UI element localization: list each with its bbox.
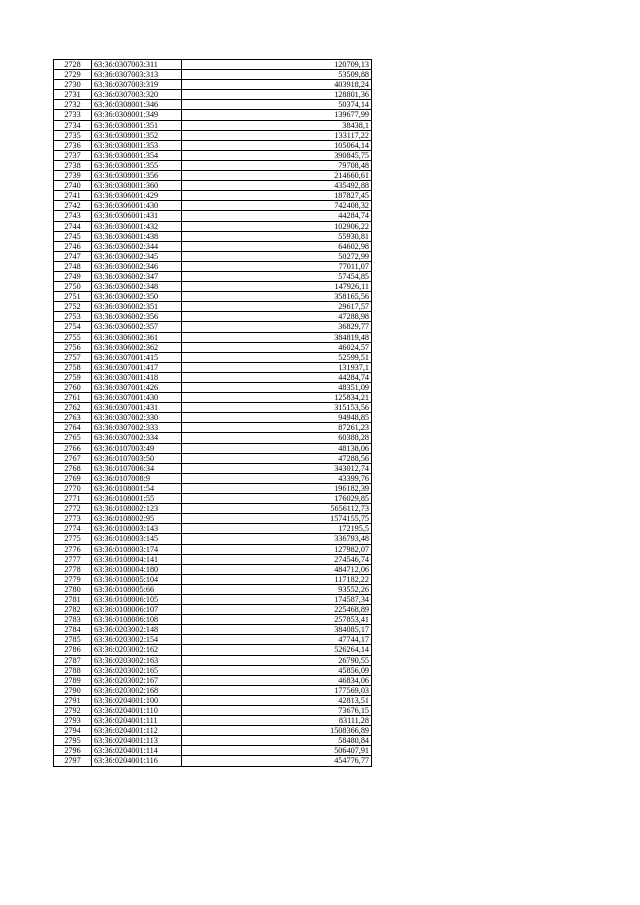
cadastral-value-cell: 102906,22 (182, 221, 372, 231)
table-row (54, 171, 372, 181)
table-row (54, 90, 372, 100)
row-number-cell: 2754 (54, 322, 92, 332)
cadastral-value-cell: 57454,85 (182, 271, 372, 281)
cadastral-value-cell: 526264,14 (182, 645, 372, 655)
row-number-cell: 2780 (54, 584, 92, 594)
cadastral-value-cell: 44284,74 (182, 372, 372, 382)
cadastral-number-cell: 63:36:0108003:143 (92, 524, 182, 534)
cadastral-value-cell: 73676,15 (182, 706, 372, 716)
cadastral-number-cell: 63:36:0308001:360 (92, 181, 182, 191)
cadastral-value-cell: 46834,06 (182, 675, 372, 685)
table-row (54, 726, 372, 736)
cadastral-number-cell: 63:36:0204001:116 (92, 756, 182, 766)
table-row (54, 716, 372, 726)
cadastral-value-cell: 139677,99 (182, 110, 372, 120)
row-number-cell: 2766 (54, 443, 92, 453)
cadastral-value-cell: 506407,91 (182, 746, 372, 756)
cadastral-value-cell: 105064,14 (182, 140, 372, 150)
cadastral-number-cell: 63:36:0308001:355 (92, 160, 182, 170)
cadastral-value-cell: 315153,56 (182, 403, 372, 413)
cadastral-number-cell: 63:36:0204001:112 (92, 726, 182, 736)
cadastral-number-cell: 63:36:0306002:347 (92, 271, 182, 281)
row-number-cell: 2784 (54, 625, 92, 635)
cadastral-value-cell: 64602,98 (182, 241, 372, 251)
cadastral-number-cell: 63:36:0306002:346 (92, 261, 182, 271)
cadastral-number-cell: 63:36:0307001:417 (92, 362, 182, 372)
cadastral-value-cell: 93552,26 (182, 584, 372, 594)
cadastral-number-cell: 63:36:0306002:351 (92, 302, 182, 312)
cadastral-value-cell: 50272,99 (182, 251, 372, 261)
cadastral-value-cell: 214660,61 (182, 171, 372, 181)
table-row (54, 140, 372, 150)
cadastral-value-cell: 117182,22 (182, 574, 372, 584)
cadastral-value-cell: 47288,98 (182, 312, 372, 322)
row-number-cell: 2790 (54, 685, 92, 695)
cadastral-number-cell: 63:36:0307003:311 (92, 60, 182, 70)
cadastral-number-cell: 63:36:0306001:430 (92, 201, 182, 211)
row-number-cell: 2764 (54, 423, 92, 433)
table-row (54, 433, 372, 443)
table-row (54, 231, 372, 241)
cadastral-number-cell: 63:36:0306002:361 (92, 332, 182, 342)
row-number-cell: 2788 (54, 665, 92, 675)
table-row (54, 292, 372, 302)
row-number-cell: 2759 (54, 372, 92, 382)
row-number-cell: 2783 (54, 615, 92, 625)
row-number-cell: 2775 (54, 534, 92, 544)
table-row (54, 413, 372, 423)
table-row (54, 695, 372, 705)
table-row (54, 100, 372, 110)
row-number-cell: 2745 (54, 231, 92, 241)
cadastral-value-table (53, 59, 372, 767)
cadastral-number-cell: 63:36:0308001:354 (92, 150, 182, 160)
table-row (54, 463, 372, 473)
table-row (54, 574, 372, 584)
row-number-cell: 2793 (54, 716, 92, 726)
cadastral-value-cell: 1574155,75 (182, 514, 372, 524)
cadastral-value-cell: 46024,57 (182, 342, 372, 352)
table-row (54, 282, 372, 292)
cadastral-number-cell: 63:36:0307003:319 (92, 80, 182, 90)
table-row (54, 554, 372, 564)
cadastral-number-cell: 63:36:0308001:351 (92, 120, 182, 130)
row-number-cell: 2761 (54, 393, 92, 403)
cadastral-value-cell: 187827,45 (182, 191, 372, 201)
table-row (54, 342, 372, 352)
table-row (54, 594, 372, 604)
cadastral-number-cell: 63:36:0107003:49 (92, 443, 182, 453)
table-row (54, 494, 372, 504)
row-number-cell: 2730 (54, 80, 92, 90)
row-number-cell: 2731 (54, 90, 92, 100)
cadastral-number-cell: 63:36:0107006:34 (92, 463, 182, 473)
cadastral-number-cell: 63:36:0108006:107 (92, 605, 182, 615)
cadastral-value-cell: 125834,21 (182, 393, 372, 403)
row-number-cell: 2769 (54, 473, 92, 483)
cadastral-number-cell: 63:36:0108002:95 (92, 514, 182, 524)
row-number-cell: 2750 (54, 282, 92, 292)
table-row (54, 756, 372, 766)
cadastral-number-cell: 63:36:0308001:352 (92, 130, 182, 140)
cadastral-number-cell: 63:36:0204001:100 (92, 695, 182, 705)
table-body (54, 60, 372, 767)
cadastral-number-cell: 63:36:0308001:356 (92, 171, 182, 181)
cadastral-number-cell: 63:36:0307001:430 (92, 393, 182, 403)
table-row (54, 261, 372, 271)
cadastral-number-cell: 63:36:0204001:113 (92, 736, 182, 746)
cadastral-value-cell: 38438,1 (182, 120, 372, 130)
cadastral-number-cell: 63:36:0306001:438 (92, 231, 182, 241)
cadastral-number-cell: 63:36:0108002:123 (92, 504, 182, 514)
cadastral-value-cell: 48351,09 (182, 383, 372, 393)
table-row (54, 706, 372, 716)
cadastral-value-cell: 48138,06 (182, 443, 372, 453)
cadastral-number-cell: 63:36:0306001:431 (92, 211, 182, 221)
cadastral-value-cell: 87261,23 (182, 423, 372, 433)
row-number-cell: 2786 (54, 645, 92, 655)
table-row (54, 524, 372, 534)
row-number-cell: 2787 (54, 655, 92, 665)
cadastral-value-cell: 176029,85 (182, 494, 372, 504)
row-number-cell: 2753 (54, 312, 92, 322)
row-number-cell: 2796 (54, 746, 92, 756)
cadastral-number-cell: 63:36:0306002:345 (92, 251, 182, 261)
row-number-cell: 2785 (54, 635, 92, 645)
cadastral-number-cell: 63:36:0204001:111 (92, 716, 182, 726)
table-row (54, 675, 372, 685)
table-row (54, 372, 372, 382)
row-number-cell: 2743 (54, 211, 92, 221)
row-number-cell: 2789 (54, 675, 92, 685)
cadastral-value-cell: 196182,39 (182, 483, 372, 493)
cadastral-value-cell: 1508366,89 (182, 726, 372, 736)
table-row (54, 453, 372, 463)
cadastral-value-cell: 133117,22 (182, 130, 372, 140)
table-row (54, 443, 372, 453)
cadastral-number-cell: 63:36:0306002:350 (92, 292, 182, 302)
cadastral-value-cell: 147926,11 (182, 282, 372, 292)
table-row (54, 201, 372, 211)
table-row (54, 423, 372, 433)
cadastral-value-cell: 26790,55 (182, 655, 372, 665)
cadastral-value-cell: 384819,48 (182, 332, 372, 342)
table-row (54, 241, 372, 251)
table-row (54, 332, 372, 342)
cadastral-number-cell: 63:36:0203002:165 (92, 665, 182, 675)
row-number-cell: 2778 (54, 564, 92, 574)
table-row (54, 383, 372, 393)
row-number-cell: 2771 (54, 494, 92, 504)
cadastral-number-cell: 63:36:0308001:349 (92, 110, 182, 120)
cadastral-number-cell: 63:36:0307002:334 (92, 433, 182, 443)
cadastral-number-cell: 63:36:0306002:356 (92, 312, 182, 322)
row-number-cell: 2752 (54, 302, 92, 312)
cadastral-value-cell: 60388,28 (182, 433, 372, 443)
cadastral-number-cell: 63:36:0203002:162 (92, 645, 182, 655)
table-row (54, 655, 372, 665)
row-number-cell: 2729 (54, 70, 92, 80)
cadastral-value-cell: 358165,56 (182, 292, 372, 302)
row-number-cell: 2777 (54, 554, 92, 564)
row-number-cell: 2758 (54, 362, 92, 372)
row-number-cell: 2742 (54, 201, 92, 211)
table-row (54, 483, 372, 493)
row-number-cell: 2734 (54, 120, 92, 130)
cadastral-number-cell: 63:36:0108006:108 (92, 615, 182, 625)
cadastral-number-cell: 63:36:0204001:110 (92, 706, 182, 716)
cadastral-number-cell: 63:36:0107003:50 (92, 453, 182, 463)
cadastral-value-cell: 77011,07 (182, 261, 372, 271)
cadastral-number-cell: 63:36:0307003:313 (92, 70, 182, 80)
cadastral-value-cell: 79708,48 (182, 160, 372, 170)
cadastral-value-cell: 47288,56 (182, 453, 372, 463)
row-number-cell: 2746 (54, 241, 92, 251)
cadastral-value-cell: 43399,76 (182, 473, 372, 483)
table-row (54, 605, 372, 615)
cadastral-number-cell: 63:36:0307003:320 (92, 90, 182, 100)
row-number-cell: 2741 (54, 191, 92, 201)
row-number-cell: 2732 (54, 100, 92, 110)
cadastral-number-cell: 63:36:0306002:344 (92, 241, 182, 251)
cadastral-value-cell: 742408,32 (182, 201, 372, 211)
cadastral-value-cell: 174587,34 (182, 594, 372, 604)
row-number-cell: 2756 (54, 342, 92, 352)
row-number-cell: 2781 (54, 594, 92, 604)
cadastral-value-cell: 127982,07 (182, 544, 372, 554)
cadastral-number-cell: 63:36:0203002:167 (92, 675, 182, 685)
cadastral-value-cell: 435492,88 (182, 181, 372, 191)
table-row (54, 150, 372, 160)
table-row (54, 322, 372, 332)
cadastral-value-cell: 5656112,73 (182, 504, 372, 514)
row-number-cell: 2747 (54, 251, 92, 261)
cadastral-number-cell: 63:36:0203002:168 (92, 685, 182, 695)
row-number-cell: 2748 (54, 261, 92, 271)
row-number-cell: 2735 (54, 130, 92, 140)
table-row (54, 393, 372, 403)
row-number-cell: 2782 (54, 605, 92, 615)
row-number-cell: 2795 (54, 736, 92, 746)
row-number-cell: 2728 (54, 60, 92, 70)
table-row (54, 302, 372, 312)
row-number-cell: 2773 (54, 514, 92, 524)
table-row (54, 312, 372, 322)
cadastral-value-cell: 390845,75 (182, 150, 372, 160)
row-number-cell: 2763 (54, 413, 92, 423)
row-number-cell: 2791 (54, 695, 92, 705)
cadastral-value-cell: 45856,09 (182, 665, 372, 675)
table-row (54, 685, 372, 695)
row-number-cell: 2749 (54, 271, 92, 281)
row-number-cell: 2755 (54, 332, 92, 342)
cadastral-number-cell: 63:36:0306002:348 (92, 282, 182, 292)
cadastral-number-cell: 63:36:0108005:66 (92, 584, 182, 594)
row-number-cell: 2757 (54, 352, 92, 362)
cadastral-value-cell: 94948,85 (182, 413, 372, 423)
row-number-cell: 2768 (54, 463, 92, 473)
row-number-cell: 2744 (54, 221, 92, 231)
cadastral-number-cell: 63:36:0307002:333 (92, 423, 182, 433)
row-number-cell: 2772 (54, 504, 92, 514)
table-row (54, 211, 372, 221)
cadastral-number-cell: 63:36:0307001:418 (92, 372, 182, 382)
row-number-cell: 2792 (54, 706, 92, 716)
row-number-cell: 2739 (54, 171, 92, 181)
cadastral-number-cell: 63:36:0108004:180 (92, 564, 182, 574)
row-number-cell: 2774 (54, 524, 92, 534)
cadastral-value-cell: 44284,74 (182, 211, 372, 221)
cadastral-value-cell: 53509,88 (182, 70, 372, 80)
table-row (54, 120, 372, 130)
table-row (54, 584, 372, 594)
cadastral-value-cell: 274546,74 (182, 554, 372, 564)
cadastral-value-cell: 29617,57 (182, 302, 372, 312)
cadastral-value-cell: 128801,36 (182, 90, 372, 100)
row-number-cell: 2760 (54, 383, 92, 393)
table-row (54, 544, 372, 554)
table-row (54, 221, 372, 231)
cadastral-number-cell: 63:36:0306001:432 (92, 221, 182, 231)
table-row (54, 736, 372, 746)
cadastral-number-cell: 63:36:0203002:163 (92, 655, 182, 665)
table-row (54, 534, 372, 544)
cadastral-value-cell: 120709,13 (182, 60, 372, 70)
table-row (54, 130, 372, 140)
table-row (54, 362, 372, 372)
cadastral-number-cell: 63:36:0306002:357 (92, 322, 182, 332)
table-row (54, 625, 372, 635)
table-row (54, 271, 372, 281)
table-row (54, 110, 372, 120)
cadastral-number-cell: 63:36:0307001:431 (92, 403, 182, 413)
cadastral-value-cell: 454776,77 (182, 756, 372, 766)
table-row (54, 504, 372, 514)
cadastral-value-cell: 55930,81 (182, 231, 372, 241)
row-number-cell: 2765 (54, 433, 92, 443)
cadastral-number-cell: 63:36:0307002:330 (92, 413, 182, 423)
cadastral-number-cell: 63:36:0203002:148 (92, 625, 182, 635)
cadastral-number-cell: 63:36:0108006:105 (92, 594, 182, 604)
cadastral-value-cell: 42813,51 (182, 695, 372, 705)
cadastral-value-cell: 384085,17 (182, 625, 372, 635)
cadastral-value-cell: 225468,89 (182, 605, 372, 615)
cadastral-number-cell: 63:36:0108003:174 (92, 544, 182, 554)
table-row (54, 635, 372, 645)
cadastral-value-cell: 36829,77 (182, 322, 372, 332)
table-row (54, 60, 372, 70)
cadastral-number-cell: 63:36:0307001:426 (92, 383, 182, 393)
cadastral-value-cell: 83111,28 (182, 716, 372, 726)
cadastral-value-cell: 58480,84 (182, 736, 372, 746)
table-row (54, 80, 372, 90)
table-row (54, 564, 372, 574)
table-row (54, 645, 372, 655)
cadastral-number-cell: 63:36:0204001:114 (92, 746, 182, 756)
cadastral-number-cell: 63:36:0108001:54 (92, 483, 182, 493)
table-row (54, 746, 372, 756)
table-row (54, 181, 372, 191)
table-row (54, 615, 372, 625)
table-row (54, 251, 372, 261)
cadastral-value-cell: 257853,41 (182, 615, 372, 625)
row-number-cell: 2762 (54, 403, 92, 413)
row-number-cell: 2779 (54, 574, 92, 584)
table-row (54, 403, 372, 413)
row-number-cell: 2738 (54, 160, 92, 170)
cadastral-number-cell: 63:36:0308001:353 (92, 140, 182, 150)
cadastral-value-cell: 484712,06 (182, 564, 372, 574)
cadastral-number-cell: 63:36:0307001:415 (92, 352, 182, 362)
cadastral-number-cell: 63:36:0108005:104 (92, 574, 182, 584)
cadastral-number-cell: 63:36:0108004:141 (92, 554, 182, 564)
table-row (54, 473, 372, 483)
cadastral-value-cell: 336793,48 (182, 534, 372, 544)
cadastral-value-cell: 131937,1 (182, 362, 372, 372)
cadastral-value-cell: 177569,03 (182, 685, 372, 695)
row-number-cell: 2736 (54, 140, 92, 150)
cadastral-value-cell: 403918,24 (182, 80, 372, 90)
table-row (54, 191, 372, 201)
row-number-cell: 2751 (54, 292, 92, 302)
row-number-cell: 2733 (54, 110, 92, 120)
table-row (54, 70, 372, 80)
cadastral-number-cell: 63:36:0306002:362 (92, 342, 182, 352)
table-row (54, 160, 372, 170)
cadastral-value-cell: 47744,17 (182, 635, 372, 645)
row-number-cell: 2737 (54, 150, 92, 160)
cadastral-number-cell: 63:36:0108003:145 (92, 534, 182, 544)
cadastral-value-cell: 172195,5 (182, 524, 372, 534)
cadastral-value-cell: 50374,14 (182, 100, 372, 110)
table-row (54, 665, 372, 675)
cadastral-number-cell: 63:36:0306001:429 (92, 191, 182, 201)
row-number-cell: 2797 (54, 756, 92, 766)
row-number-cell: 2770 (54, 483, 92, 493)
row-number-cell: 2767 (54, 453, 92, 463)
row-number-cell: 2740 (54, 181, 92, 191)
row-number-cell: 2776 (54, 544, 92, 554)
table-row (54, 514, 372, 524)
cadastral-value-cell: 343012,74 (182, 463, 372, 473)
cadastral-number-cell: 63:36:0203002:154 (92, 635, 182, 645)
row-number-cell: 2794 (54, 726, 92, 736)
table-row (54, 352, 372, 362)
cadastral-number-cell: 63:36:0107008:9 (92, 473, 182, 483)
cadastral-number-cell: 63:36:0108001:55 (92, 494, 182, 504)
cadastral-value-cell: 52599,51 (182, 352, 372, 362)
cadastral-number-cell: 63:36:0308001:346 (92, 100, 182, 110)
